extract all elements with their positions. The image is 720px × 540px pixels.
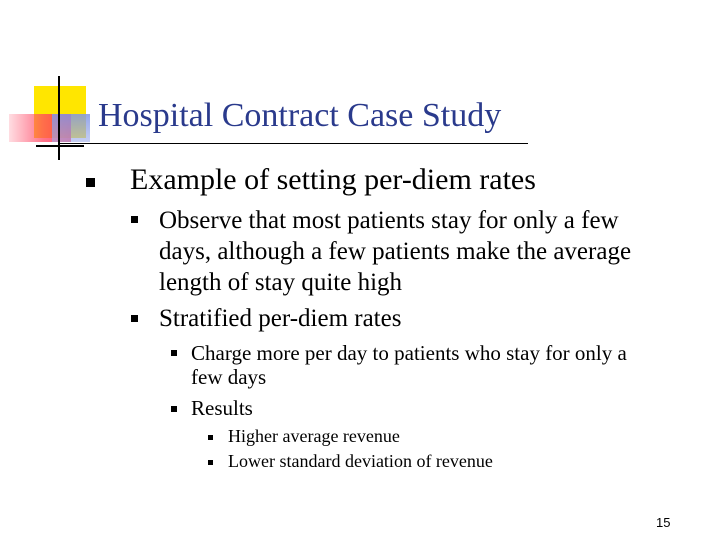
bullet-level2-stratified: Stratified per-diem rates (159, 305, 402, 332)
logo-vertical-line (58, 76, 60, 160)
title-underline (58, 143, 528, 144)
square-bullet-icon (131, 216, 138, 223)
page-number: 15 (656, 515, 671, 530)
bullet-level3-results: Results (191, 396, 253, 420)
bullet-level4-higher-revenue: Higher average revenue (228, 426, 400, 446)
bullet-level2-observe-line2: days, although a few patients make the average (159, 238, 632, 265)
bullet-level1-example: Example of setting per-diem rates (130, 163, 536, 196)
logo-horizontal-line (36, 145, 84, 147)
square-bullet-icon (171, 406, 177, 412)
square-bullet-icon (208, 435, 213, 440)
bullet-level2-observe-line3: length of stay quite high (159, 269, 403, 296)
square-bullet-icon (86, 178, 95, 187)
square-bullet-icon (208, 460, 213, 465)
square-bullet-icon (131, 315, 138, 322)
bullet-level3-charge-line1: Charge more per day to patients who stay for only a (191, 341, 627, 365)
bullet-level4-lower-stddev: Lower standard deviation of revenue (228, 451, 493, 471)
slide-title: Hospital Contract Case Study (98, 97, 502, 134)
square-bullet-icon (171, 350, 177, 356)
bullet-level2-observe-line1: Observe that most patients stay for only a few (159, 207, 619, 234)
bullet-level3-charge-line2: few days (191, 365, 267, 389)
